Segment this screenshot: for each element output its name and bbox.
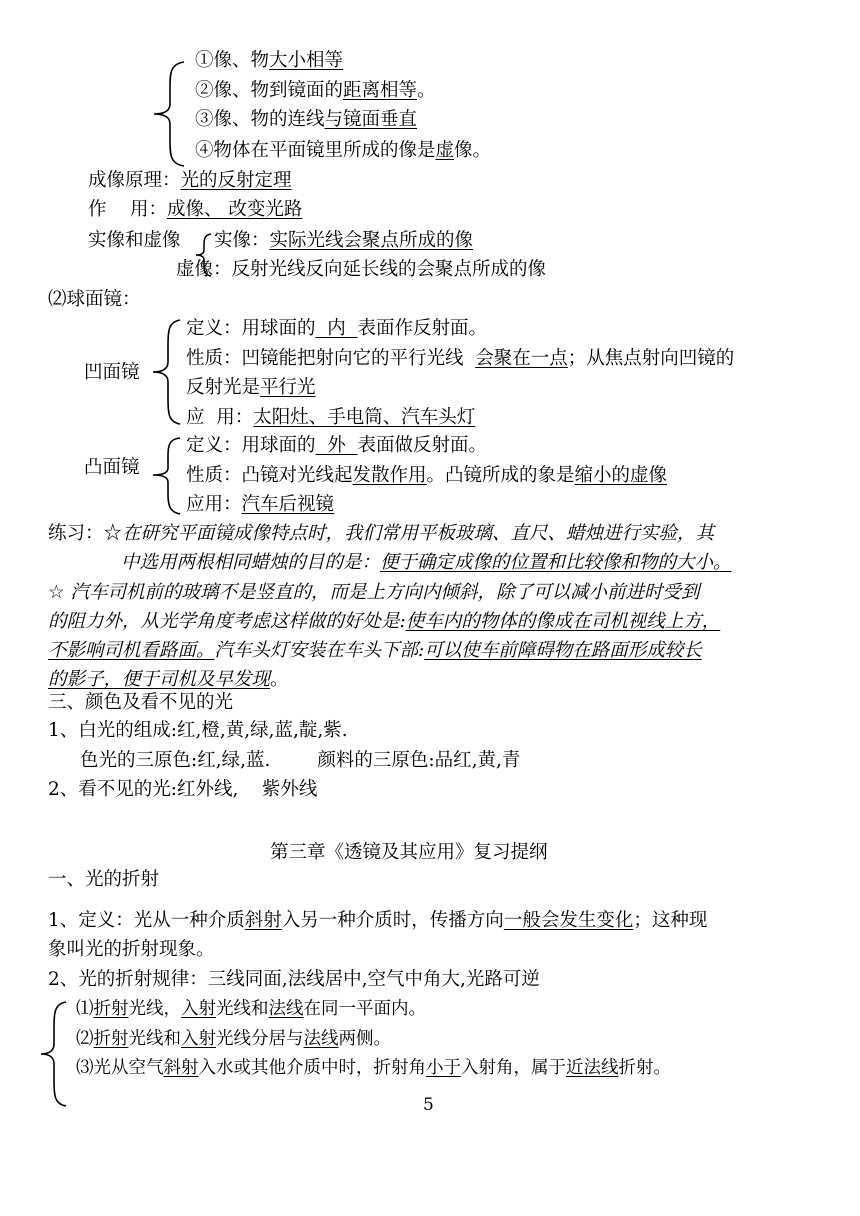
text-segment: 凸面镜 (84, 457, 140, 478)
text-segment: 折射。 (618, 1058, 671, 1078)
text-segment: 像。 (454, 140, 492, 161)
practice-line-4 (48, 609, 720, 635)
text-segment: 1、定义：光从一种介质 (48, 910, 245, 931)
text-segment: 表面做反射面。 (357, 435, 488, 456)
convex-definition (186, 433, 487, 459)
text-segment: ①像、物 (195, 50, 270, 71)
text-segment: 三、颜色及看不见的光 (48, 692, 234, 713)
page-number: 5 (423, 1095, 434, 1115)
text-segment: 作 用： (88, 199, 168, 220)
underlined-text: 使车内的物体的像成在司机视线上方， (405, 611, 721, 632)
white-light-line (48, 718, 348, 744)
refraction-law (48, 967, 540, 993)
underlined-text: 可以使车前障碍物在路面形成较长 (424, 640, 702, 661)
underlined-text: 成像、 改变光路 (167, 199, 303, 220)
underlined-text: 太阳灶、手电筒、汽车头灯 (253, 407, 476, 428)
underlined-text: 折射 (93, 1029, 129, 1049)
text-segment: 1、白光的组成:红,橙,黄,绿,蓝,靛,紫. (48, 720, 348, 741)
concave-label (84, 360, 140, 386)
text-segment: ④物体在平面镜里所成的像是 (195, 140, 436, 161)
text-segment: 一、光的折射 (48, 869, 160, 890)
underlined-text: 外 (315, 435, 358, 456)
primary-colors-line (80, 748, 520, 774)
text-segment: 汽车头灯安装在车头下部: (214, 640, 425, 661)
text-segment: 定义：用球面的 (186, 435, 316, 456)
text-segment: ③像、物的连线 (195, 109, 325, 130)
text-segment: 实像和虚像 (88, 230, 181, 251)
underlined-text: 平行光 (260, 377, 316, 398)
text-segment: 象叫光的折射现象。 (48, 939, 215, 960)
refraction-definition-cont (48, 937, 215, 963)
text-segment: 应 用： (186, 407, 254, 428)
text-segment: 第三章《透镜及其应用》复习提纲 (270, 842, 548, 863)
refraction-rule-1 (76, 996, 426, 1022)
text-segment: 性质：凸镜对光线起 (186, 465, 353, 486)
underlined-text: 斜射 (244, 910, 282, 931)
text-segment: 定义：用球面的 (186, 318, 316, 339)
convex-property (186, 463, 667, 489)
underlined-text: 的影子，便于司机及早发现 (48, 669, 271, 690)
text-segment: 光线分居与 (216, 1029, 304, 1049)
text-segment: ；这种现 (633, 910, 708, 931)
underlined-text: 内 (315, 318, 358, 339)
underlined-text: 斜射 (163, 1058, 199, 1078)
text-segment: 色光的三原色:红,绿,蓝. 颜料的三原色:品红,黄,青 (80, 750, 521, 771)
text-segment: ；从焦点射向凹镜的 (567, 348, 735, 369)
convex-brace (148, 436, 184, 516)
color-heading (48, 690, 233, 716)
practice-line-1 (48, 521, 714, 547)
convex-application (186, 492, 334, 518)
text-segment: 。 (270, 669, 289, 690)
underlined-text: 距离相等 (343, 80, 418, 101)
underlined-text: 不影响司机看路面。 (48, 640, 215, 661)
text-segment: 实像： (214, 230, 270, 251)
text-segment: 。 (417, 80, 436, 101)
text-segment: 光线和 (216, 999, 269, 1019)
text-segment: 2、光的折射规律：三线同面,法线居中,空气中角大,光路可逆 (48, 969, 540, 990)
feature-line-1 (195, 48, 343, 74)
concave-brace (148, 318, 184, 426)
underlined-text: 入射 (181, 1029, 216, 1049)
text-segment: ⑵ (76, 1029, 94, 1049)
text-segment: 凹面镜 (84, 362, 140, 383)
feature-line-3 (195, 107, 417, 133)
practice-line-5 (48, 638, 702, 664)
text-segment: 两侧。 (338, 1029, 391, 1049)
underlined-text: 与镜面垂直 (324, 109, 418, 130)
function-line (88, 197, 302, 223)
practice-line-2 (121, 550, 732, 576)
text-segment: 练习：☆ (48, 523, 123, 544)
underlined-text: 虚 (435, 140, 455, 161)
underlined-text: 近法线 (566, 1058, 619, 1078)
text-segment: 入水或其他介质中时，折射角 (198, 1058, 426, 1078)
invisible-light-line (48, 777, 317, 803)
text-segment: 中选用两根相同蜡烛的目的是： (121, 552, 381, 573)
underlined-text: 一般会发生变化 (503, 910, 634, 931)
text-segment: 光线和 (128, 1029, 181, 1049)
underlined-text: 发散作用 (352, 465, 427, 486)
text-segment: 虚像：反射光线反向延长线的会聚点所成的像 (176, 259, 547, 280)
practice-line-3 (48, 580, 699, 606)
text-segment: ⑵球面镜： (48, 289, 141, 310)
underlined-text: 折射 (93, 999, 129, 1019)
text-segment: 。凸镜所成的象是 (426, 465, 575, 486)
refraction-heading (48, 867, 159, 893)
text-segment: 入射角，属于 (461, 1058, 566, 1078)
convex-label (84, 455, 140, 481)
text-segment: 汽车司机前的玻璃不是竖直的，而是上方向内倾斜，除了可以减小前进时受到 (70, 582, 700, 603)
refraction-rule-3 (76, 1055, 671, 1081)
text-segment: 性质：凹镜能把射向它的平行光线 (186, 348, 476, 369)
virtual-image-line (176, 257, 546, 283)
underlined-text: 缩小的虚像 (574, 465, 668, 486)
real-virtual-label (88, 228, 181, 254)
text-segment: 应用： (186, 494, 242, 515)
text-segment: ⑴ (76, 999, 94, 1019)
text-segment: 光线， (128, 999, 181, 1019)
concave-property-cont (186, 375, 316, 401)
underlined-text: 大小相等 (269, 50, 344, 71)
text-segment: 2、看不见的光:红外线, 紫外线 (48, 779, 318, 800)
text-segment: 在研究平面镜成像特点时，我们常用平板玻璃、直尺、蜡烛进行实验，其 (122, 523, 715, 544)
text-segment: ②像、物到镜面的 (195, 80, 344, 101)
underlined-text: 入射 (181, 999, 216, 1019)
text-segment: 反射光是 (186, 377, 261, 398)
underlined-text: 汽车后视镜 (241, 494, 335, 515)
underlined-text: 实际光线会聚点所成的像 (269, 230, 474, 251)
underlined-text: 便于确定成像的位置和比较像和物的大小。 (380, 552, 732, 573)
concave-application (186, 405, 475, 431)
spherical-heading (48, 287, 141, 313)
text-segment: ⑶光从空气 (76, 1058, 164, 1078)
feature-line-4 (195, 138, 491, 164)
text-segment: 表面作反射面。 (357, 318, 488, 339)
real-image-line (214, 228, 473, 254)
underlined-text: 小于 (426, 1058, 461, 1078)
principle-line (88, 168, 292, 194)
concave-definition (186, 316, 487, 342)
underlined-text: 法线 (268, 999, 304, 1019)
concave-property (186, 346, 734, 372)
chapter-title (270, 840, 548, 866)
features-brace (148, 60, 188, 168)
text-segment: 在同一平面内。 (303, 999, 426, 1019)
text-segment: 入另一种介质时，传播方向 (281, 910, 504, 931)
text-segment: ☆ (48, 582, 71, 603)
underlined-text: 会聚在一点 (475, 348, 568, 369)
feature-line-2 (195, 78, 436, 104)
text-segment: 成像原理： (88, 170, 181, 191)
underlined-text: 光的反射定理 (180, 170, 292, 191)
text-segment: 的阻力外，从光学角度考虑这样做的好处是: (48, 611, 406, 632)
refraction-brace (38, 1000, 70, 1108)
underlined-text: 法线 (303, 1029, 339, 1049)
refraction-rule-2 (76, 1026, 391, 1052)
refraction-definition (48, 908, 707, 934)
